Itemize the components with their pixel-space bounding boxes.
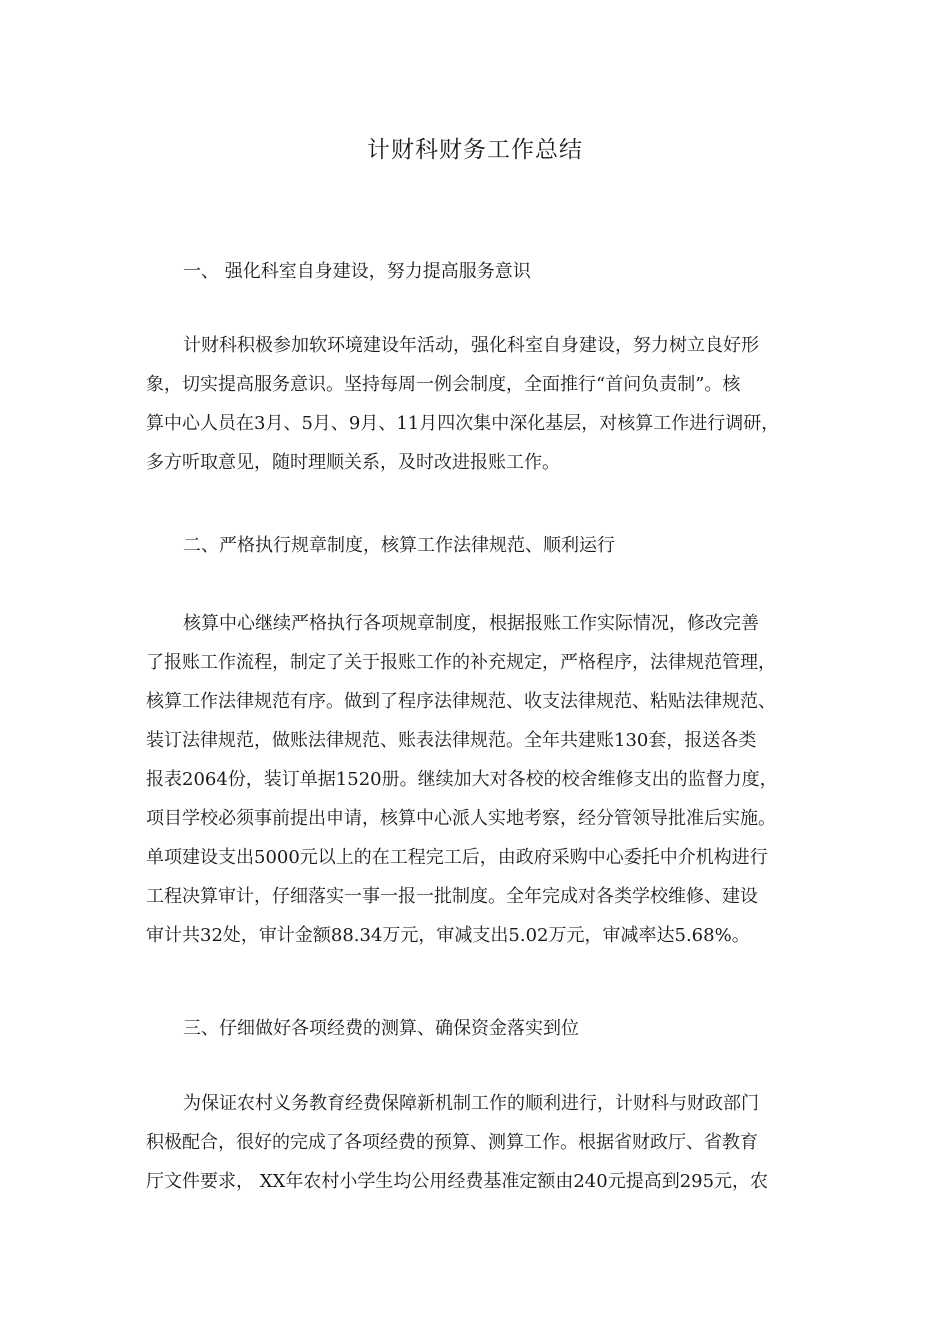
paragraph-line: 项目学校必须事前提出申请，核算中心派人实地考察，经分管领导批准后实施。 bbox=[146, 808, 776, 829]
section-heading-3: 三、仔细做好各项经费的测算、确保资金落实到位 bbox=[183, 1018, 579, 1039]
paragraph-line: 计财科积极参加软环境建设年活动，强化科室自身建设，努力树立良好形 bbox=[183, 335, 759, 356]
paragraph-line: 核算中心继续严格执行各项规章制度，根据报账工作实际情况，修改完善 bbox=[183, 613, 759, 634]
section-paragraph-2 bbox=[146, 604, 822, 955]
paragraph-line: 报表2064份，装订单据1520册。继续加大对各校的校舍维修支出的监督力度， bbox=[146, 769, 778, 790]
paragraph-line: 了报账工作流程，制定了关于报账工作的补充规定，严格程序，法律规范管理， bbox=[146, 652, 776, 673]
paragraph-line: 象，切实提高服务意识。坚持每周一例会制度，全面推行“首问负责制”。核 bbox=[146, 374, 741, 395]
section-heading-1: 一、 强化科室自身建设，努力提高服务意识 bbox=[183, 261, 531, 282]
paragraph-line: 厅文件要求， XX年农村小学生均公用经费基准定额由240元提高到295元，农 bbox=[146, 1171, 769, 1192]
paragraph-line: 多方听取意见，随时理顺关系，及时改进报账工作。 bbox=[146, 452, 560, 473]
section-paragraph-3 bbox=[146, 1084, 822, 1201]
paragraph-line: 工程决算审计，仔细落实一事一报一批制度。全年完成对各类学校维修、建设 bbox=[146, 886, 758, 907]
section-paragraph-1 bbox=[146, 326, 822, 482]
paragraph-line: 审计共32处，审计金额88.34万元，审减支出5.02万元，审减率达5.68%。 bbox=[146, 925, 750, 946]
paragraph-line: 算中心人员在3月、5月、9月、11月四次集中深化基层，对核算工作进行调研， bbox=[146, 413, 780, 434]
paragraph-line: 装订法律规范，做账法律规范、账表法律规范。全年共建账130套，报送各类 bbox=[146, 730, 757, 751]
paragraph-line: 积极配合，很好的完成了各项经费的预算、测算工作。根据省财政厅、省教育 bbox=[146, 1132, 758, 1153]
paragraph-line: 核算工作法律规范有序。做到了程序法律规范、收支法律规范、粘贴法律规范、 bbox=[146, 691, 776, 712]
paragraph-line: 为保证农村义务教育经费保障新机制工作的顺利进行，计财科与财政部门 bbox=[183, 1093, 759, 1114]
section-heading-2: 二、严格执行规章制度，核算工作法律规范、顺利运行 bbox=[183, 535, 615, 556]
document-title: 计财科财务工作总结 bbox=[367, 137, 583, 163]
paragraph-line: 单项建设支出5000元以上的在工程完工后，由政府采购中心委托中介机构进行 bbox=[146, 847, 768, 868]
